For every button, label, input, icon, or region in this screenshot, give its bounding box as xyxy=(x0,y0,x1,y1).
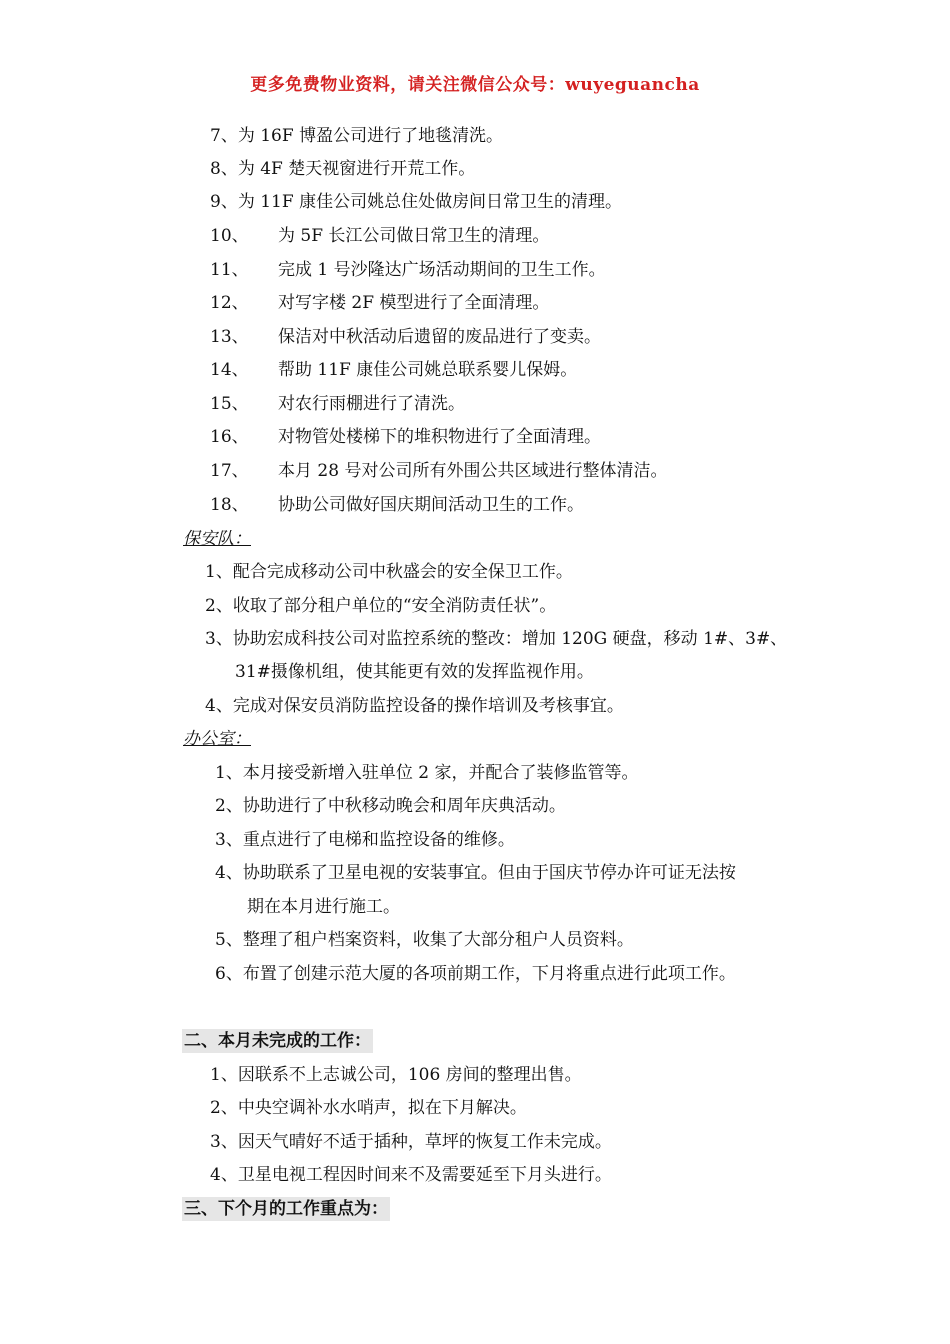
list-item: 12、 对写字楼 2F 模型进行了全面清理。 xyxy=(210,293,550,313)
list-item: 3、协助宏成科技公司对监控系统的整改：增加 120G 硬盘，移动 1#、3#、 xyxy=(205,629,788,649)
list-item: 1、本月接受新增入驻单位 2 家，并配合了装修监管等。 xyxy=(215,763,639,783)
security-section-label: 保安队： xyxy=(183,529,251,549)
list-item: 6、布置了创建示范大厦的各项前期工作，下月将重点进行此项工作。 xyxy=(215,964,736,984)
list-item: 8、为 4F 楚天视窗进行开荒工作。 xyxy=(210,159,476,179)
section-heading-unfinished: 二、本月未完成的工作： xyxy=(184,1031,371,1051)
list-item: 14、 帮助 11F 康佳公司姚总联系婴儿保姆。 xyxy=(210,360,578,380)
list-item: 2、协助进行了中秋移动晚会和周年庆典活动。 xyxy=(215,796,566,816)
list-item: 2、中央空调补水水哨声，拟在下月解决。 xyxy=(210,1098,527,1118)
list-item: 7、为 16F 博盈公司进行了地毯清洗。 xyxy=(210,126,504,146)
list-item-continuation: 期在本月进行施工。 xyxy=(247,897,400,917)
list-item: 3、重点进行了电梯和监控设备的维修。 xyxy=(215,830,515,850)
promo-banner: 更多免费物业资料，请关注微信公众号：wuyeguancha xyxy=(250,75,700,95)
list-item-continuation: 31#摄像机组，使其能更有效的发挥监视作用。 xyxy=(235,662,594,682)
list-item: 10、 为 5F 长江公司做日常卫生的清理。 xyxy=(210,226,550,246)
list-item: 13、 保洁对中秋活动后遗留的废品进行了变卖。 xyxy=(210,327,601,347)
office-section-label: 办公室： xyxy=(183,729,251,749)
list-item: 3、因天气晴好不适于插种，草坪的恢复工作未完成。 xyxy=(210,1132,612,1152)
list-item: 2、收取了部分租户单位的“安全消防责任状”。 xyxy=(205,596,557,616)
list-item: 4、卫星电视工程因时间来不及需要延至下月头进行。 xyxy=(210,1165,612,1185)
list-item: 11、 完成 1 号沙隆达广场活动期间的卫生工作。 xyxy=(210,260,606,280)
list-item: 1、因联系不上志诚公司，106 房间的整理出售。 xyxy=(210,1065,582,1085)
list-item: 9、为 11F 康佳公司姚总住处做房间日常卫生的清理。 xyxy=(210,192,623,212)
list-item: 15、 对农行雨棚进行了清洗。 xyxy=(210,394,465,414)
section-heading-next-month: 三、下个月的工作重点为： xyxy=(184,1199,388,1219)
list-item: 5、整理了租户档案资料，收集了大部分租户人员资料。 xyxy=(215,930,634,950)
list-item: 4、完成对保安员消防监控设备的操作培训及考核事宜。 xyxy=(205,696,624,716)
list-item: 4、协助联系了卫星电视的安装事宜。但由于国庆节停办许可证无法按 xyxy=(215,863,736,883)
list-item: 18、 协助公司做好国庆期间活动卫生的工作。 xyxy=(210,495,584,515)
list-item: 1、配合完成移动公司中秋盛会的安全保卫工作。 xyxy=(205,562,573,582)
list-item: 17、 本月 28 号对公司所有外围公共区域进行整体清洁。 xyxy=(210,461,668,481)
list-item: 16、 对物管处楼梯下的堆积物进行了全面清理。 xyxy=(210,427,601,447)
